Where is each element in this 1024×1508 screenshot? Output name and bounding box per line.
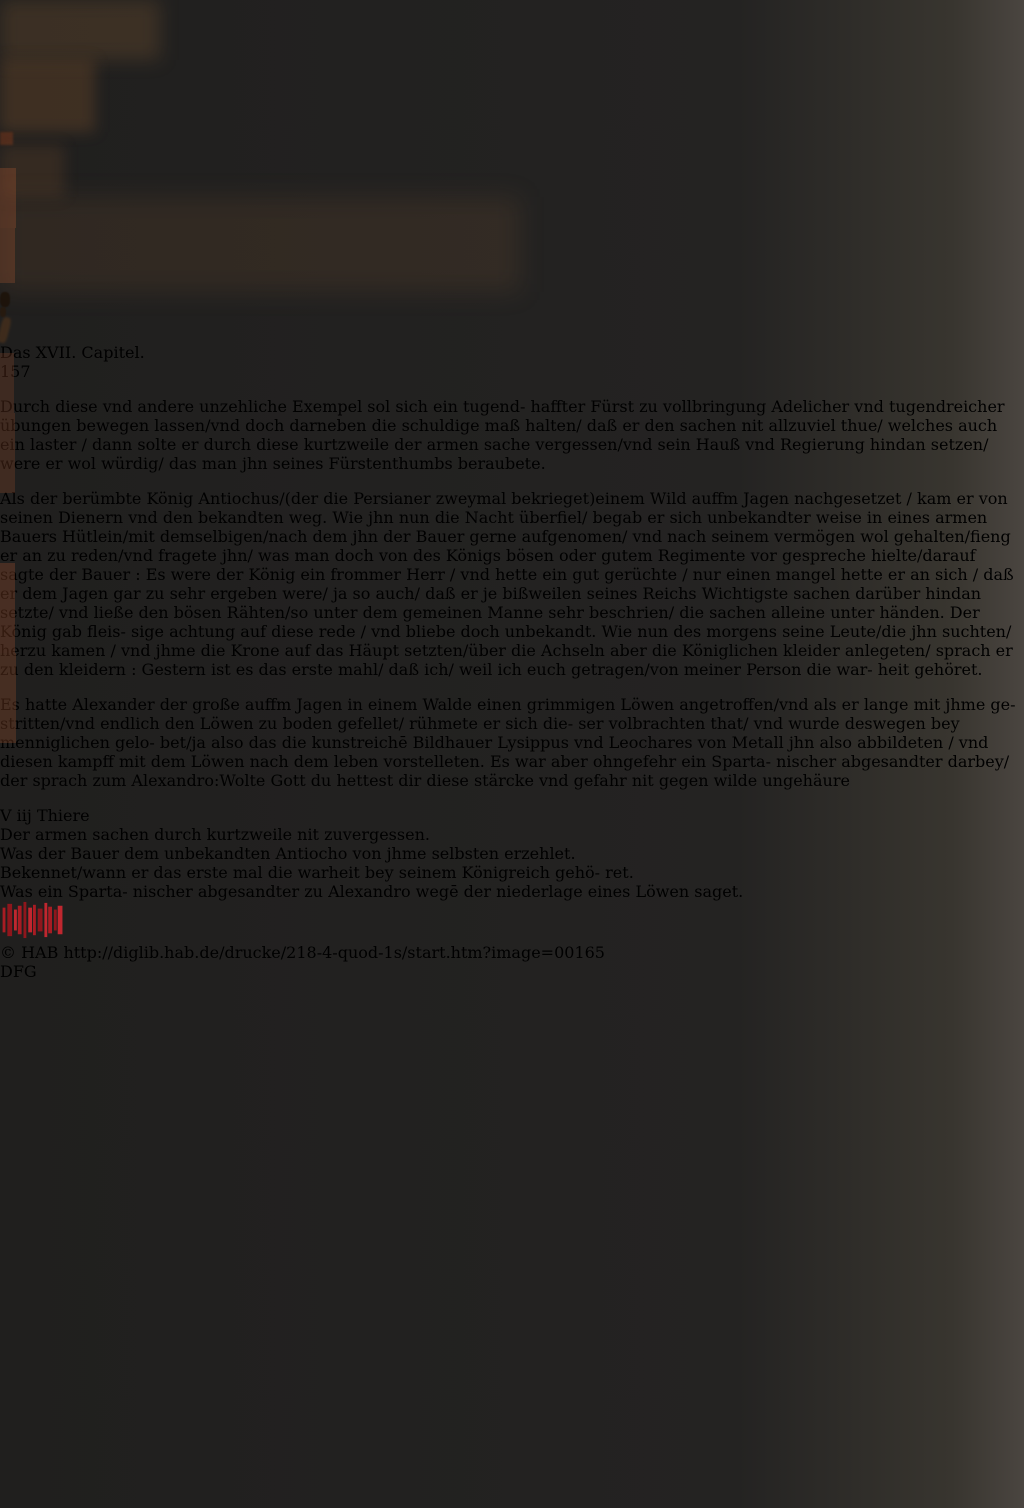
chapter-heading: Das XVII. Capitel. <box>0 343 145 362</box>
bleed-through-mark <box>0 743 15 823</box>
margin-note: Bekennet/wann er das erste mal die warheit bey seinem Königreich gehö- ret. <box>0 863 634 882</box>
body-paragraph: Als der berümbte König Antiochus/(der die Persianer zweymal bekrieget)einem Wild auffm Jagen nachgesetzet / kam er von seinen Dienern vnd den bekandten weg. Wie jhn nun die Nacht überfiel/ begab er sich unbekandter weise in eines armen Bauers Hütlein/mit demselbigen/nach dem jhn der Bauer gerne aufgenomen/ vnd nach seinem vermögen wol gehalten/fieng er an zu reden/vnd fragete jhn/ was man doch von des Königs bösen oder gutem Regimente vor gespreche hielte/darauf sagte der Bauer : Es were der König ein frommer Herr / vnd hette ein gut gerüchte / nur einen mangel hette er an sich / daß er dem Jagen gar zu sehr ergeben were/ ja so auch/ daß er je bißweilen seines Reichs Wichtigste sachen darüber hindan setzte/ vnd ließe den bösen Rähten/so unter dem gemeinen Manne sehr beschrien/ die sachen alleine unter händen. Der König gab fleis- sige achtung auf diese rede / vnd bliebe doch unbekandt. Wie nun des morgens seine Leute/die jhn suchten/ herzu kamen / vnd jhme die Krone auf das Häupt setzten/über die Achseln aber die Königlichen kleider anlegeten/ sprach er zu den kleidern : Gestern ist es das erste mahl/ daß ich/ weil ich euch getragen/von meiner Person die war- heit gehöret. <box>0 489 1014 679</box>
copyright-url: © HAB http://diglib.hab.de/drucke/218-4-quod-1s/start.htm?image=00165 <box>0 943 605 962</box>
dfg-logo <box>0 962 1024 981</box>
margin-note: Was der Bauer dem unbekandten Antiocho von jhme selbsten erzehlet. <box>0 844 576 863</box>
bleed-through-mark <box>0 122 14 168</box>
signature-line <box>0 806 1024 825</box>
body-text-column <box>0 397 1024 825</box>
catchword: Thiere <box>36 806 90 825</box>
paper-stain <box>0 0 160 60</box>
dfg-logo-label: DFG <box>0 962 37 981</box>
bleed-through-mark <box>0 413 15 493</box>
facing-page-edge <box>0 92 26 1310</box>
paper-stain <box>0 197 520 292</box>
bleed-through-mark <box>0 283 16 353</box>
page-number: 157 <box>0 362 31 381</box>
bleed-through-mark <box>0 228 15 283</box>
bleed-through-mark <box>0 563 15 653</box>
signature-mark: V iij <box>0 806 32 825</box>
bleed-through-mark <box>0 92 15 122</box>
body-paragraph: Es hatte Alexander der große auffm Jagen in einem Walde einen grimmigen Löwen angetroffen/vnd als er lange mit jhme ge- stritten/vnd endlich den Löwen zu boden gefellet/ rühmete er sich die- ser volbrachten that/ vnd wurde deswegen bey menniglichen gelo- bet/ja also das die kunstreichē Bildhauer Lysippus vnd Leochares von Metall jhn also abbildeten / vnd diesen kampff mit dem Löwen nach dem leben vorstelleten. Es war aber ohngefehr ein Sparta- nischer abgesandter darbey/ der sprach zum Alexandro:Wolte Gott du hettest dir diese stärcke vnd gefahr nit gegen wilde ungehäure <box>0 695 1016 790</box>
margin-note: Der armen sachen durch kurtzweile nit zuvergessen. <box>0 825 430 844</box>
bleed-through-mark <box>0 653 16 743</box>
bleed-through-mark <box>0 168 16 228</box>
body-paragraph: Durch diese vnd andere unzehliche Exempel sol sich ein tugend- haffter Fürst zu vollbringung Adelicher vnd tugendreicher übungen bewegen lassen/vnd doch darneben die schuldige maß halten/ daß er den sachen nit allzuviel thue/ welches auch ein laster / dann solte er durch diese kurtzweile der armen sache vergessen/vnd sein Hauß vnd Regierung hindan setzen/ were er wol würdig/ das man jhn seines Fürstenthumbs beraubete. <box>0 397 1005 473</box>
margin-note: Was ein Sparta- nischer abgesandter zu Alexandro wegē der niederlage eines Löwen saget. <box>0 882 744 901</box>
footer-bar <box>0 901 1024 981</box>
bleed-through-mark <box>0 353 14 413</box>
bleed-through-mark <box>0 493 16 563</box>
